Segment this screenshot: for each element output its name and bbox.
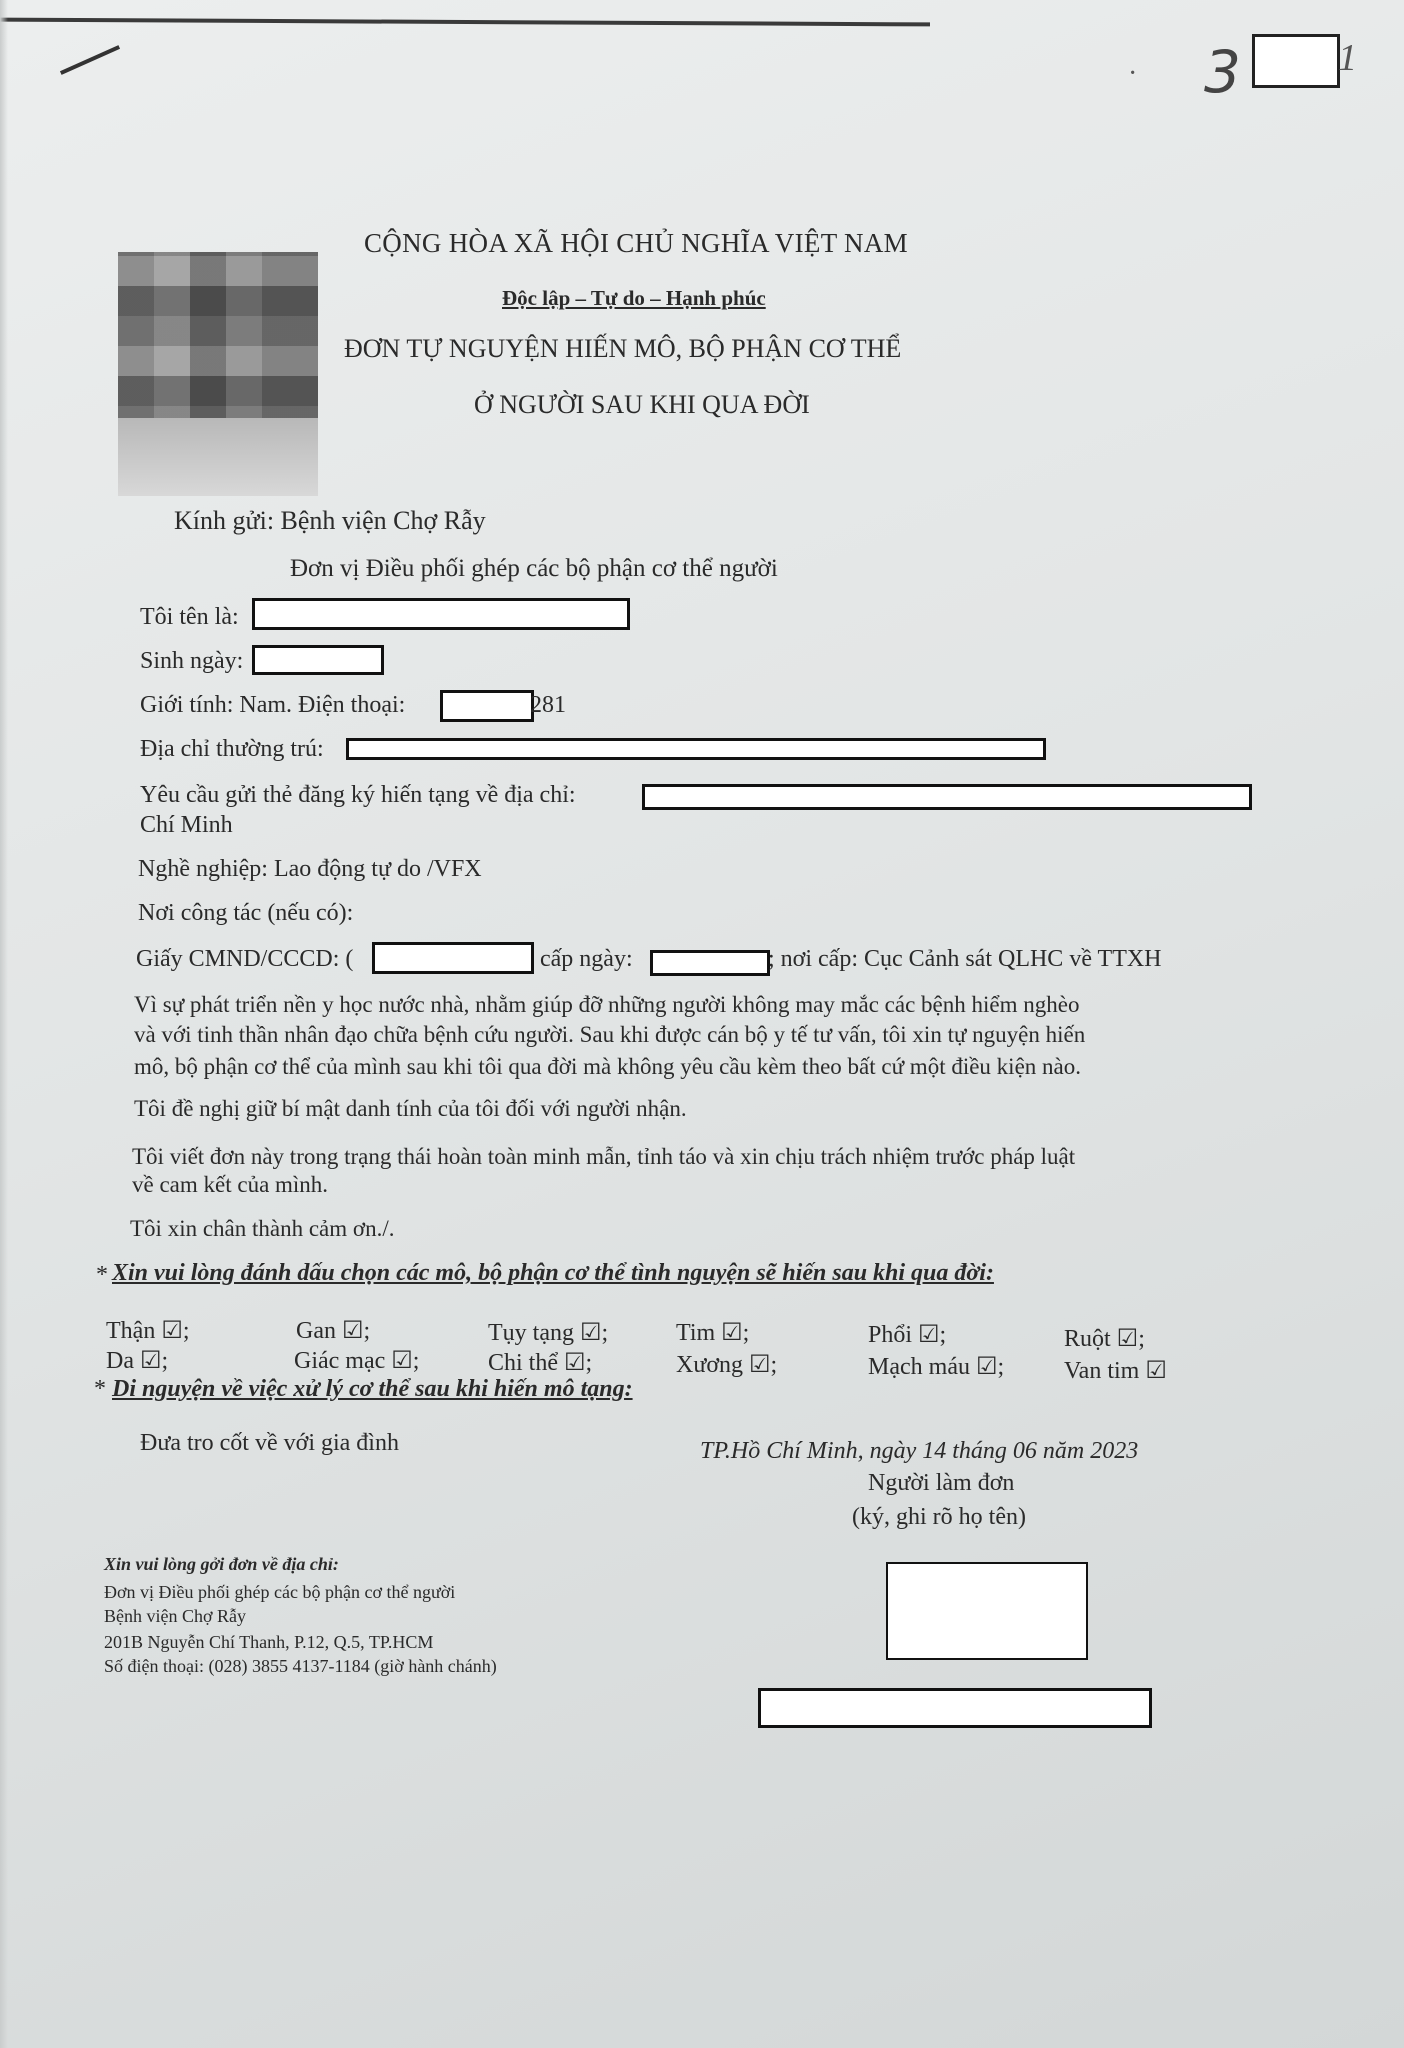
corner-dot: · (1128, 58, 1138, 89)
redacted-phone (440, 690, 534, 722)
form-title-line2: Ở NGƯỜI SAU KHI QUA ĐỜI (474, 390, 810, 419)
page-top-edge (0, 18, 930, 27)
footer-line2: Bệnh viện Chợ Rẫy (104, 1606, 247, 1626)
addressee-line2: Đơn vị Điều phối ghép các bộ phận cơ thể người (290, 555, 778, 582)
organs-asterisk: * (96, 1262, 108, 1288)
statement-para1-line1: Vì sự phát triển nền y học nước nhà, nhằm giúp đỡ những người không may mắc các bệnh hiểm nghèo (134, 992, 1080, 1017)
statement-para1-line2: và với tinh thần nhân đạo chữa bệnh cứu người. Sau khi được cán bộ y tế tư vấn, tôi xin tự nguyện hiến (134, 1022, 1086, 1047)
redacted-address (346, 738, 1046, 760)
id-label: Giấy CMND/CCCD: ( (136, 946, 354, 972)
wish-heading: Di nguyện về việc xử lý cơ thể sau khi hiến mô tạng: (112, 1376, 633, 1402)
redacted-dob (252, 645, 384, 675)
footer-heading: Xin vui lòng gởi đơn về địa chỉ: (104, 1554, 339, 1574)
redacted-card-address (642, 784, 1252, 810)
organ-blood-vessel: Mạch máu ☑; (868, 1354, 1005, 1380)
applicant-photo-blurred (118, 252, 318, 496)
form-title-line1: ĐƠN TỰ NGUYỆN HIẾN MÔ, BỘ PHẬN CƠ THỂ (344, 334, 902, 363)
signature-role: Người làm đơn (868, 1470, 1015, 1496)
redacted-id (372, 942, 534, 974)
statement-para3-line2: về cam kết của mình. (132, 1172, 329, 1197)
issue-date-label: cấp ngày: (540, 946, 633, 972)
statement-para3-line1: Tôi viết đơn này trong trạng thái hoàn toàn minh mẫn, tỉnh táo và xin chịu trách nhiệm trước pháp luật (132, 1144, 1076, 1169)
organ-intestine: Ruột ☑; (1064, 1326, 1145, 1352)
organ-cornea: Giác mạc ☑; (294, 1348, 420, 1374)
organs-heading: Xin vui lòng đánh dấu chọn các mô, bộ phận cơ thể tình nguyện sẽ hiến sau khi qua đời: (112, 1260, 994, 1286)
organ-heart-valve: Van tim ☑ (1064, 1358, 1167, 1384)
wish-text: Đưa tro cốt về với gia đình (140, 1430, 399, 1456)
page-left-shadow (0, 0, 8, 2048)
organ-heart: Tim ☑; (676, 1320, 750, 1346)
gender-phone-label: Giới tính: Nam. Điện thoại: (140, 692, 406, 718)
motto: Độc lập – Tự do – Hạnh phúc (502, 286, 766, 310)
redacted-full-name (758, 1688, 1152, 1728)
statement-para2: Tôi đề nghị giữ bí mật danh tính của tôi đối với người nhận. (134, 1096, 687, 1121)
footer-line3: 201B Nguyễn Chí Thanh, P.12, Q.5, TP.HCM (104, 1632, 434, 1652)
name-label: Tôi tên là: (140, 604, 239, 630)
occupation: Nghề nghiệp: Lao động tự do /VFX (138, 856, 482, 882)
issue-place: ; nơi cấp: Cục Cảnh sát QLHC về TTXH (768, 946, 1162, 972)
organ-limbs: Chi thể ☑; (488, 1350, 593, 1376)
pen-mark (60, 45, 120, 75)
card-address-label: Yêu cầu gửi thẻ đăng ký hiến tạng về địa chỉ: (140, 782, 576, 808)
dob-label: Sinh ngày: (140, 648, 244, 674)
workplace: Nơi công tác (nếu có): (138, 900, 354, 926)
redacted-name (252, 598, 630, 630)
footer-line4: Số điện thoại: (028) 3855 4137-1184 (giờ hành chánh) (104, 1656, 497, 1676)
signature-place-date: TP.Hồ Chí Minh, ngày 14 tháng 06 năm 2023 (700, 1438, 1139, 1464)
organ-kidney: Thận ☑; (106, 1318, 190, 1344)
redacted-signature (886, 1562, 1088, 1660)
redacted-issue-date (650, 950, 770, 976)
redacted-box-corner (1252, 34, 1340, 88)
wish-asterisk: * (94, 1376, 106, 1402)
organ-skin: Da ☑; (106, 1348, 169, 1374)
organ-bone: Xương ☑; (676, 1352, 778, 1378)
addressee-line1: Kính gửi: Bệnh viện Chợ Rẫy (174, 506, 486, 535)
organ-lung: Phổi ☑; (868, 1322, 947, 1348)
country-heading: CỘNG HÒA XÃ HỘI CHỦ NGHĨA VIỆT NAM (364, 228, 908, 258)
organ-pancreas: Tụy tạng ☑; (488, 1320, 609, 1346)
address-label: Địa chỉ thường trú: (140, 736, 324, 762)
footer-line1: Đơn vị Điều phối ghép các bộ phận cơ thể người (104, 1582, 456, 1602)
statement-para1-line3: mô, bộ phận cơ thể của mình sau khi tôi qua đời mà không yêu cầu kèm theo bất cứ một điều kiện nào. (134, 1054, 1081, 1079)
organ-liver: Gan ☑; (296, 1318, 371, 1344)
card-address-cont: Chí Minh (140, 812, 233, 838)
phone-suffix: 281 (530, 692, 566, 718)
corner-handwritten-mark: 1 (1338, 37, 1357, 79)
signature-instruction: (ký, ghi rõ họ tên) (852, 1504, 1026, 1530)
thanks: Tôi xin chân thành cảm ơn./. (130, 1216, 395, 1241)
page-number-handwritten: 3 (1204, 38, 1241, 106)
